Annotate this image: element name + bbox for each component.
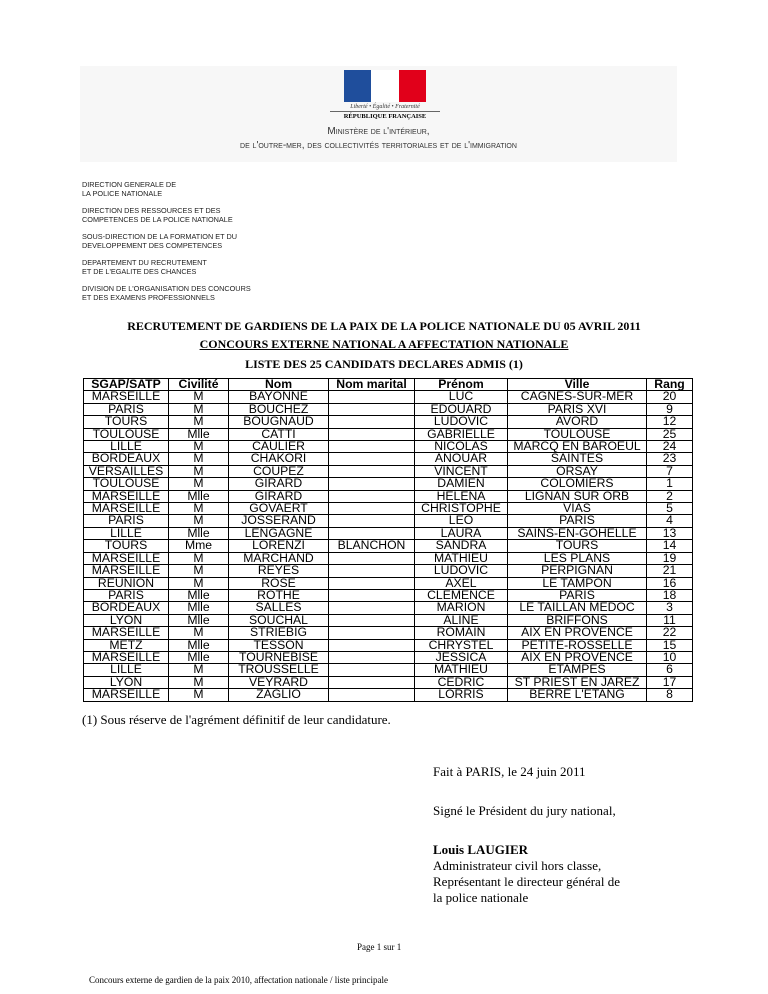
table-cell: PARIS [84, 589, 169, 601]
table-cell [329, 676, 415, 688]
table-cell: Mlle [169, 428, 229, 440]
table-cell: TOULOUSE [84, 428, 169, 440]
signatory-role-2: Représentant le directeur général de [433, 874, 620, 889]
motto: Liberté • Égalité • Fraternité [350, 104, 420, 110]
table-cell: AIX EN PROVENCE [508, 627, 647, 639]
table-cell: MATHIEU [415, 552, 508, 564]
table-cell: LES PLANS [508, 552, 647, 564]
table-cell: 3 [647, 602, 693, 614]
table-cell [329, 577, 415, 589]
table-cell: 9 [647, 403, 693, 415]
table-cell: CEDRIC [415, 676, 508, 688]
table-cell: SANDRA [415, 540, 508, 552]
table-cell: SOUCHAL [229, 614, 329, 626]
table-cell: MARION [415, 602, 508, 614]
table-cell: PARIS [84, 515, 169, 527]
marianne-logo [344, 70, 426, 102]
table-cell: LORENZI [229, 540, 329, 552]
table-cell: 5 [647, 503, 693, 515]
table-cell: AIX EN PROVENCE [508, 651, 647, 663]
table-cell: ETAMPES [508, 664, 647, 676]
table-cell: 25 [647, 428, 693, 440]
table-cell: VINCENT [415, 465, 508, 477]
table-cell [329, 614, 415, 626]
table-cell [329, 627, 415, 639]
table-cell: REYES [229, 565, 329, 577]
table-cell: PARIS [84, 403, 169, 415]
document-title: RECRUTEMENT DE GARDIENS DE LA PAIX DE LA POLICE NATIONALE DU 05 AVRIL 2011 [127, 319, 641, 333]
column-header: Ville [508, 379, 647, 391]
table-row [84, 403, 693, 415]
table-cell: CHRYSTEL [415, 639, 508, 651]
table-cell: M [169, 441, 229, 453]
table-cell: M [169, 689, 229, 701]
table-cell [329, 428, 415, 440]
table-cell: LILLE [84, 664, 169, 676]
direction-line: DIVISION DE L'ORGANISATION DES CONCOURS [82, 284, 251, 293]
table-cell [329, 478, 415, 490]
table-cell: PERPIGNAN [508, 565, 647, 577]
table-row [84, 490, 693, 502]
table-cell: PARIS XVI [508, 403, 647, 415]
table-cell: M [169, 416, 229, 428]
table-cell: 11 [647, 614, 693, 626]
table-cell: BOUCHEZ [229, 403, 329, 415]
table-cell [329, 639, 415, 651]
table-cell: DAMIEN [415, 478, 508, 490]
table-cell: ORSAY [508, 465, 647, 477]
table-cell: CAULIER [229, 441, 329, 453]
direction-line: DIRECTION GENERALE DE [82, 180, 177, 189]
table-cell: 10 [647, 651, 693, 663]
table-cell: 4 [647, 515, 693, 527]
table-cell: 14 [647, 540, 693, 552]
table-cell: CHRISTOPHE [415, 503, 508, 515]
direction-line: ET DE L'EGALITE DES CHANCES [82, 267, 197, 276]
page-number: Page 1 sur 1 [357, 942, 402, 952]
table-cell [329, 465, 415, 477]
table-cell: AVORD [508, 416, 647, 428]
table-cell: M [169, 676, 229, 688]
table-cell: TESSON [229, 639, 329, 651]
table-cell [329, 490, 415, 502]
table-cell [329, 651, 415, 663]
table-cell: LENGAGNE [229, 527, 329, 539]
table-cell: MARSEILLE [84, 503, 169, 515]
table-cell: LE TAILLAN MEDOC [508, 602, 647, 614]
table-cell [329, 453, 415, 465]
table-cell: MARSEILLE [84, 651, 169, 663]
table-cell: SALLES [229, 602, 329, 614]
table-cell: BORDEAUX [84, 602, 169, 614]
table-cell: M [169, 391, 229, 403]
table-cell: M [169, 565, 229, 577]
table-cell: CLEMENCE [415, 589, 508, 601]
table-cell: VERSAILLES [84, 465, 169, 477]
table-cell: MARSEILLE [84, 552, 169, 564]
table-cell: LAURA [415, 527, 508, 539]
table-cell: NICOLAS [415, 441, 508, 453]
table-cell: LILLE [84, 527, 169, 539]
direction-line: DIRECTION DES RESSOURCES ET DES [82, 206, 221, 215]
table-row [84, 453, 693, 465]
table-cell: MARSEILLE [84, 391, 169, 403]
table-cell: M [169, 552, 229, 564]
table-cell: Mme [169, 540, 229, 552]
table-cell: GABRIELLE [415, 428, 508, 440]
table-cell: BORDEAUX [84, 453, 169, 465]
table-cell: MARSEILLE [84, 689, 169, 701]
ministry-line-2: de l'outre-mer, des collectivités territoriales et de l'immigration [240, 140, 517, 151]
table-cell [329, 403, 415, 415]
column-header: Nom [229, 379, 329, 391]
table-cell: MARCHAND [229, 552, 329, 564]
table-cell: M [169, 515, 229, 527]
table-cell: 19 [647, 552, 693, 564]
table-cell: ANOUAR [415, 453, 508, 465]
table-cell: 2 [647, 490, 693, 502]
table-cell: Mlle [169, 490, 229, 502]
table-cell: MATHIEU [415, 664, 508, 676]
direction-line: ET DES EXAMENS PROFESSIONNELS [82, 293, 215, 302]
table-cell: M [169, 478, 229, 490]
table-cell: MARSEILLE [84, 565, 169, 577]
table-cell: MARCQ EN BAROEUL [508, 441, 647, 453]
table-cell [329, 689, 415, 701]
table-cell: PARIS [508, 515, 647, 527]
column-header: Civilité [169, 379, 229, 391]
table-cell: ROTHE [229, 589, 329, 601]
table-cell: LUDOVIC [415, 416, 508, 428]
signatory-name: Louis LAUGIER [433, 842, 528, 857]
table-cell: TOURNEBISE [229, 651, 329, 663]
table-cell: LYON [84, 614, 169, 626]
table-cell: GIRARD [229, 490, 329, 502]
table-cell [329, 565, 415, 577]
candidates-table [83, 378, 693, 702]
table-cell: 23 [647, 453, 693, 465]
table-cell: LORRIS [415, 689, 508, 701]
table-cell: LIGNAN SUR ORB [508, 490, 647, 502]
republic-label: RÉPUBLIQUE FRANÇAISE [330, 111, 440, 120]
table-cell: GOVAERT [229, 503, 329, 515]
table-cell: LEO [415, 515, 508, 527]
table-cell [329, 515, 415, 527]
direction-line: DEPARTEMENT DU RECRUTEMENT [82, 258, 207, 267]
table-cell: PETITE-ROSSELLE [508, 639, 647, 651]
table-cell: M [169, 664, 229, 676]
table-cell: ZAGLIO [229, 689, 329, 701]
table-cell: LYON [84, 676, 169, 688]
table-cell: M [169, 453, 229, 465]
place-date: Fait à PARIS, le 24 juin 2011 [433, 764, 586, 779]
table-cell: 6 [647, 664, 693, 676]
table-cell: JESSICA [415, 651, 508, 663]
table-cell: 7 [647, 465, 693, 477]
table-cell: TOURS [84, 416, 169, 428]
table-cell: TOULOUSE [508, 428, 647, 440]
table-cell: 20 [647, 391, 693, 403]
signatory-role-1: Administrateur civil hors classe, [433, 858, 602, 873]
table-cell: M [169, 577, 229, 589]
signatory-role-3: la police nationale [433, 890, 529, 905]
table-cell [329, 664, 415, 676]
table-cell: AXEL [415, 577, 508, 589]
table-cell: CATTI [229, 428, 329, 440]
table-row [84, 689, 693, 701]
table-cell: LILLE [84, 441, 169, 453]
table-cell: ROMAIN [415, 627, 508, 639]
table-cell: BOUGNAUD [229, 416, 329, 428]
table-cell [329, 552, 415, 564]
table-cell: MARSEILLE [84, 490, 169, 502]
ministry-line-1: Ministère de l'intérieur, [327, 126, 430, 137]
table-cell: Mlle [169, 651, 229, 663]
column-header: Prénom [415, 379, 508, 391]
table-cell: CAGNES-SUR-MER [508, 391, 647, 403]
table-cell: Mlle [169, 602, 229, 614]
direction-line: COMPETENCES DE LA POLICE NATIONALE [82, 215, 233, 224]
table-cell: BAYONNE [229, 391, 329, 403]
table-cell: BLANCHON [329, 540, 415, 552]
table-cell: COUPEZ [229, 465, 329, 477]
footer-text: Concours externe de gardien de la paix 2010, affectation nationale / liste principale [89, 975, 388, 985]
table-cell: 22 [647, 627, 693, 639]
table-cell: TOULOUSE [84, 478, 169, 490]
table-cell: M [169, 503, 229, 515]
direction-line: SOUS-DIRECTION DE LA FORMATION ET DU [82, 232, 238, 241]
column-header: Nom marital [329, 379, 415, 391]
table-cell: ALINE [415, 614, 508, 626]
table-cell [329, 602, 415, 614]
table-cell: Mlle [169, 589, 229, 601]
table-cell: 16 [647, 577, 693, 589]
table-cell: M [169, 403, 229, 415]
table-cell: SAINS-EN-GOHELLE [508, 527, 647, 539]
signed-by: Signé le Président du jury national, [433, 803, 616, 818]
table-cell: MARSEILLE [84, 627, 169, 639]
table-cell: 12 [647, 416, 693, 428]
list-title: LISTE DES 25 CANDIDATS DECLARES ADMIS (1) [245, 357, 523, 371]
table-cell: ROSE [229, 577, 329, 589]
table-cell: ST PRIEST EN JAREZ [508, 676, 647, 688]
table-cell: SAINTES [508, 453, 647, 465]
table-cell: 13 [647, 527, 693, 539]
table-cell: LUC [415, 391, 508, 403]
table-cell: HELENA [415, 490, 508, 502]
table-cell [329, 503, 415, 515]
table-cell: Mlle [169, 527, 229, 539]
column-header: Rang [647, 379, 693, 391]
table-cell: 24 [647, 441, 693, 453]
table-cell: STRIEBIG [229, 627, 329, 639]
table-cell: 15 [647, 639, 693, 651]
table-cell: REUNION [84, 577, 169, 589]
table-cell: JOSSERAND [229, 515, 329, 527]
table-cell: 8 [647, 689, 693, 701]
table-cell: 21 [647, 565, 693, 577]
table-cell: Mlle [169, 614, 229, 626]
table-cell: TOURS [508, 540, 647, 552]
table-row [84, 577, 693, 589]
table-cell [329, 416, 415, 428]
table-cell: GIRARD [229, 478, 329, 490]
table-cell: BRIFFONS [508, 614, 647, 626]
table-cell: M [169, 627, 229, 639]
table-cell: Mlle [169, 639, 229, 651]
footnote: (1) Sous réserve de l'agrément définitif de leur candidature. [82, 712, 391, 727]
table-cell: 18 [647, 589, 693, 601]
table-cell: BERRE L'ETANG [508, 689, 647, 701]
table-cell: METZ [84, 639, 169, 651]
table-cell: VEYRARD [229, 676, 329, 688]
table-cell: M [169, 465, 229, 477]
table-cell: LUDOVIC [415, 565, 508, 577]
table-row [84, 503, 693, 515]
direction-line: LA POLICE NATIONALE [82, 189, 163, 198]
table-cell: 17 [647, 676, 693, 688]
table-cell: COLOMIERS [508, 478, 647, 490]
table-cell: TROUSSELLE [229, 664, 329, 676]
table-cell [329, 589, 415, 601]
table-cell [329, 441, 415, 453]
table-cell: TOURS [84, 540, 169, 552]
table-cell: EDOUARD [415, 403, 508, 415]
column-header: SGAP/SATP [84, 379, 169, 391]
table-cell: CHAKORI [229, 453, 329, 465]
table-cell [329, 391, 415, 403]
direction-line: DEVELOPPEMENT DES COMPETENCES [82, 241, 223, 250]
table-cell: PARIS [508, 589, 647, 601]
document-subtitle: CONCOURS EXTERNE NATIONAL A AFFECTATION NATIONALE [199, 337, 569, 351]
table-cell: VIAS [508, 503, 647, 515]
table-cell: LE TAMPON [508, 577, 647, 589]
table-cell: 1 [647, 478, 693, 490]
